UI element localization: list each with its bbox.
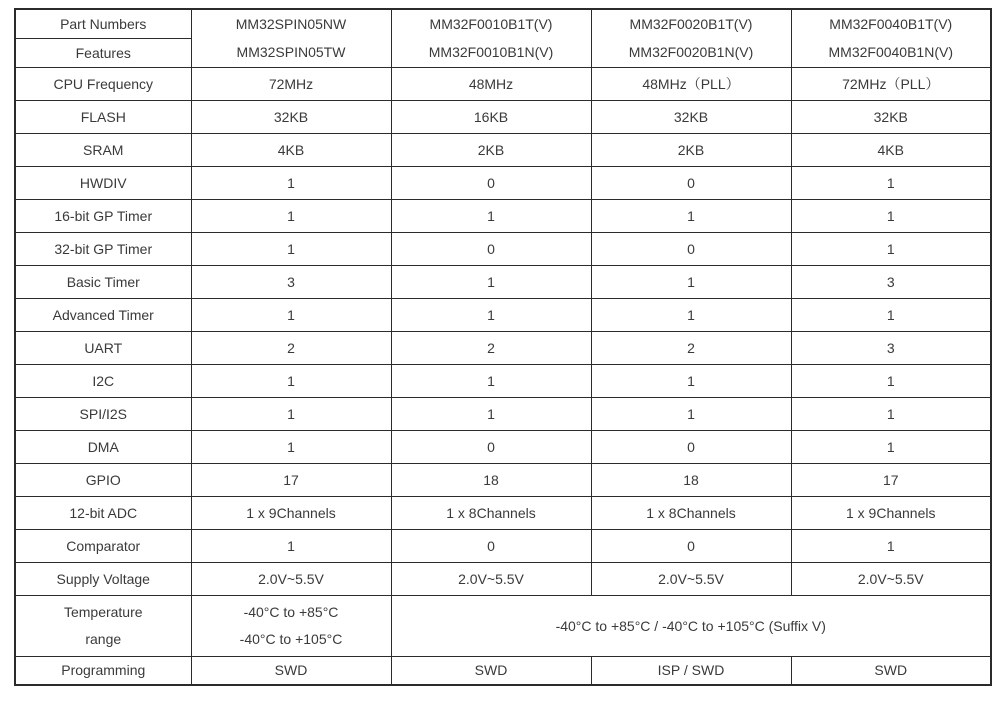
row-label: Basic Timer xyxy=(15,265,191,298)
cell-value: 0 xyxy=(391,529,591,562)
table-row xyxy=(15,529,991,562)
cell-value: SWD xyxy=(791,656,991,685)
cell-value: 17 xyxy=(191,463,391,496)
cell-value: 1 xyxy=(591,397,791,430)
table-row xyxy=(15,100,991,133)
cell-value: 1 xyxy=(191,397,391,430)
cell-value: 1 x 9Channels xyxy=(791,496,991,529)
cell-value: 1 xyxy=(591,298,791,331)
cell-value: 2 xyxy=(191,331,391,364)
cell-value: 1 xyxy=(191,166,391,199)
cell-value: 72MHz xyxy=(191,67,391,100)
part-number-cell xyxy=(591,9,791,67)
cell-value: 0 xyxy=(591,430,791,463)
merged-temperature-cell: -40°C to +85°C / -40°C to +105°C (Suffix V) xyxy=(391,595,991,656)
cell-value: 0 xyxy=(591,232,791,265)
row-label xyxy=(15,595,191,656)
row-label: Comparator xyxy=(15,529,191,562)
corner-features-label: Features xyxy=(15,38,191,67)
cell-value: 1 xyxy=(391,397,591,430)
row-label: GPIO xyxy=(15,463,191,496)
cell-value: 32KB xyxy=(191,100,391,133)
cell-value: 1 xyxy=(791,199,991,232)
table-row xyxy=(15,430,991,463)
cell-value: 0 xyxy=(591,166,791,199)
row-label: Supply Voltage xyxy=(15,562,191,595)
row-label: Advanced Timer xyxy=(15,298,191,331)
cell-value: 1 x 9Channels xyxy=(191,496,391,529)
cell-value: 32KB xyxy=(791,100,991,133)
cell-value: 48MHz xyxy=(391,67,591,100)
cell-value: 1 xyxy=(791,364,991,397)
cell-value: 1 xyxy=(791,397,991,430)
cell-value: 1 xyxy=(591,364,791,397)
row-label: HWDIV xyxy=(15,166,191,199)
cell-value: 1 xyxy=(191,199,391,232)
cell-value: 1 xyxy=(391,199,591,232)
row-label: Programming xyxy=(15,656,191,685)
cell-value: 1 xyxy=(191,430,391,463)
part-number-line: MM32F0040B1N(V) xyxy=(828,44,953,61)
table-row xyxy=(15,463,991,496)
cell-value: 1 xyxy=(191,232,391,265)
cell-value: 1 x 8Channels xyxy=(591,496,791,529)
cell-value: 2KB xyxy=(591,133,791,166)
cell-value: 0 xyxy=(591,529,791,562)
cell-value: 1 xyxy=(391,364,591,397)
cell-value: 18 xyxy=(391,463,591,496)
part-number-line: MM32SPIN05NW xyxy=(235,16,347,33)
cell-value: ISP / SWD xyxy=(591,656,791,685)
row-label: 16-bit GP Timer xyxy=(15,199,191,232)
part-number-line: MM32F0010B1N(V) xyxy=(428,44,554,61)
cell-value: 0 xyxy=(391,166,591,199)
part-number-cell xyxy=(391,9,591,67)
cell-value: 4KB xyxy=(791,133,991,166)
table-row xyxy=(15,562,991,595)
table-row xyxy=(15,133,991,166)
row-label: FLASH xyxy=(15,100,191,133)
cell-value: 1 xyxy=(191,529,391,562)
part-number-line: MM32F0010B1T(V) xyxy=(429,16,553,33)
corner-part-numbers-label: Part Numbers xyxy=(15,9,191,38)
cell-value-line: -40°C to +85°C xyxy=(243,603,339,620)
row-label: CPU Frequency xyxy=(15,67,191,100)
row-label: 12-bit ADC xyxy=(15,496,191,529)
table-row xyxy=(15,331,991,364)
table-row xyxy=(15,232,991,265)
cell-value: 1 xyxy=(191,298,391,331)
cell-value: 1 xyxy=(791,529,991,562)
cell-value: 3 xyxy=(791,265,991,298)
table-row xyxy=(15,364,991,397)
cell-value: 1 xyxy=(191,364,391,397)
row-label-line: range xyxy=(85,630,122,647)
cell-value: 72MHz（PLL） xyxy=(791,67,991,100)
cell-value: 2.0V~5.5V xyxy=(791,562,991,595)
cell-value: 0 xyxy=(391,430,591,463)
cell-value: 2 xyxy=(391,331,591,364)
mcu-comparison-table xyxy=(14,8,992,686)
table-row-programming xyxy=(15,656,991,685)
part-number-line: MM32F0040B1T(V) xyxy=(829,16,953,33)
row-label: SRAM xyxy=(15,133,191,166)
cell-value: 1 x 8Channels xyxy=(391,496,591,529)
cell-value: 0 xyxy=(391,232,591,265)
cell-value: 1 xyxy=(791,298,991,331)
table-row xyxy=(15,199,991,232)
cell-value: 48MHz（PLL） xyxy=(591,67,791,100)
table-row xyxy=(15,67,991,100)
cell-value: 16KB xyxy=(391,100,591,133)
table-row xyxy=(15,397,991,430)
row-label: DMA xyxy=(15,430,191,463)
row-label: 32-bit GP Timer xyxy=(15,232,191,265)
row-label-line: Temperature xyxy=(63,603,143,620)
cell-value: 1 xyxy=(591,199,791,232)
part-number-line: MM32F0020B1T(V) xyxy=(629,16,753,33)
cell-value: 18 xyxy=(591,463,791,496)
table-row xyxy=(15,496,991,529)
cell-value: SWD xyxy=(391,656,591,685)
table-row xyxy=(15,298,991,331)
part-number-line: MM32SPIN05TW xyxy=(236,44,346,61)
cell-value: 2.0V~5.5V xyxy=(591,562,791,595)
cell-value: 1 xyxy=(391,265,591,298)
cell-value: 1 xyxy=(791,430,991,463)
table-row xyxy=(15,166,991,199)
cell-value: 3 xyxy=(791,331,991,364)
table-row xyxy=(15,265,991,298)
cell-value: 2.0V~5.5V xyxy=(391,562,591,595)
cell-value: 2.0V~5.5V xyxy=(191,562,391,595)
cell-value: 2 xyxy=(591,331,791,364)
row-label: I2C xyxy=(15,364,191,397)
cell-value: 32KB xyxy=(591,100,791,133)
cell-value: 17 xyxy=(791,463,991,496)
cell-value: SWD xyxy=(191,656,391,685)
row-label: SPI/I2S xyxy=(15,397,191,430)
header-row-part-numbers xyxy=(15,9,991,38)
cell-value: 1 xyxy=(791,166,991,199)
cell-value: 1 xyxy=(591,265,791,298)
part-number-cell xyxy=(791,9,991,67)
part-number-cell xyxy=(191,9,391,67)
row-label: UART xyxy=(15,331,191,364)
cell-value: 4KB xyxy=(191,133,391,166)
cell-value-line: -40°C to +105°C xyxy=(239,630,343,647)
part-number-line: MM32F0020B1N(V) xyxy=(628,44,754,61)
cell-value xyxy=(191,595,391,656)
cell-value: 1 xyxy=(391,298,591,331)
cell-value: 2KB xyxy=(391,133,591,166)
cell-value: 3 xyxy=(191,265,391,298)
table-row-temperature-range xyxy=(15,595,991,656)
cell-value: 1 xyxy=(791,232,991,265)
